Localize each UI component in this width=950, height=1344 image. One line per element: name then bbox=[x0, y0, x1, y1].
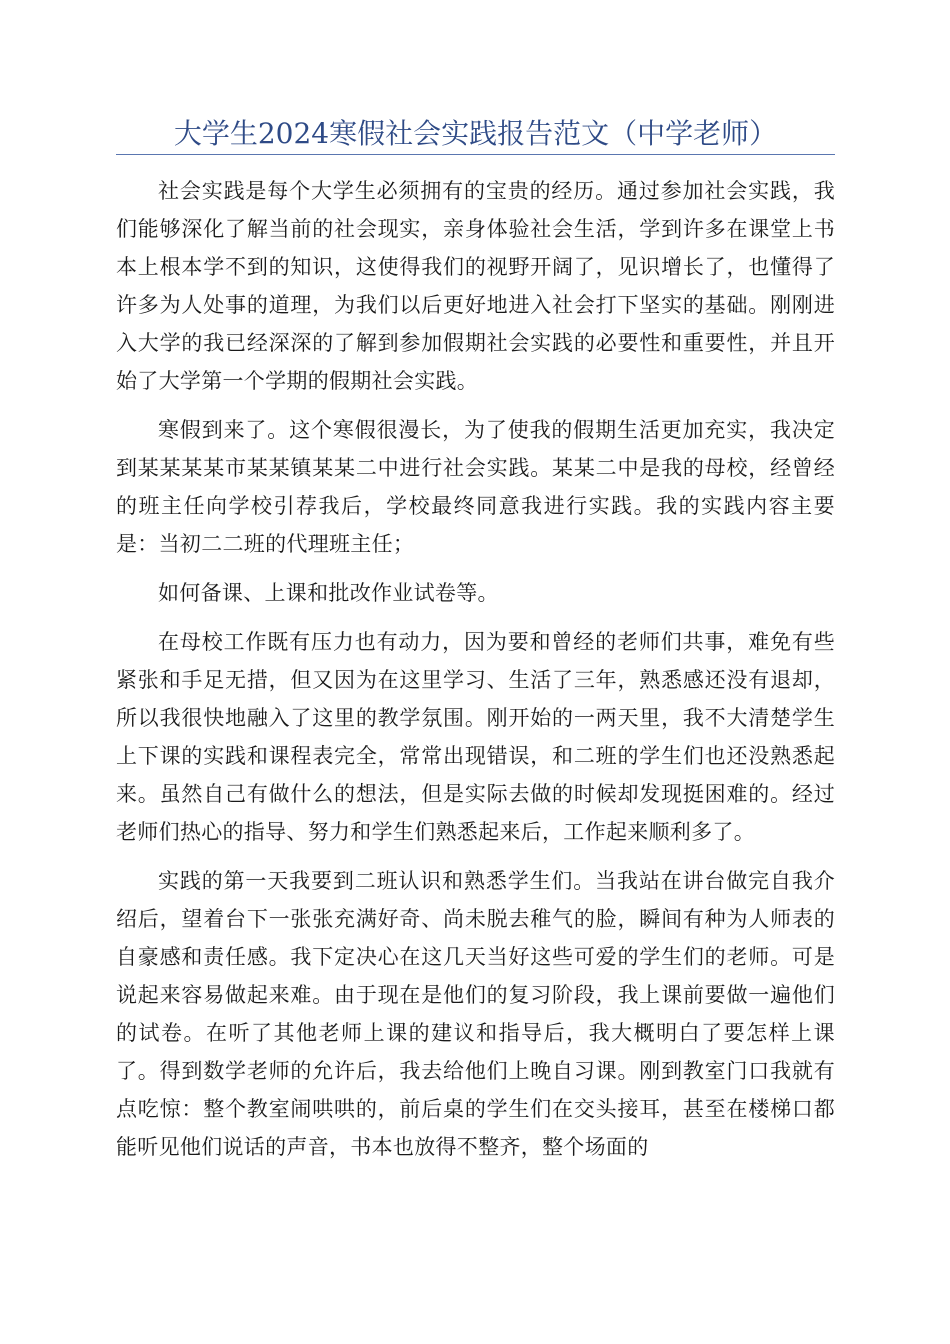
paragraph-2: 寒假到来了。这个寒假很漫长，为了使我的假期生活更加充实，我决定到某某某某市某某镇某某二中进行社会实践。某某二中是我的母校，经曾经的班主任向学校引荐我后，学校最终同意我进行实践。我的实践内容主要是：当初二二班的代理班主任； bbox=[116, 418, 835, 556]
document-title: 大学生2024寒假社会实践报告范文（中学老师） bbox=[173, 117, 778, 150]
paragraph-1: 社会实践是每个大学生必须拥有的宝贵的经历。通过参加社会实践，我们能够深化了解当前的社会现实，亲身体验社会生活，学到许多在课堂上书本上根本学不到的知识，这使得我们的视野开阔了，见识增长了，也懂得了许多为人处事的道理，为我们以后更好地进入社会打下坚实的基础。刚刚进入大学的我已经深深的了解到参加假期社会实践的必要性和重要性，并且开始了大学第一个学期的假期社会实践。 bbox=[116, 179, 835, 393]
paragraph-5: 实践的第一天我要到二班认识和熟悉学生们。当我站在讲台做完自我介绍后，望着台下一张张充满好奇、尚未脱去稚气的脸，瞬间有种为人师表的自豪感和责任感。我下定决心在这几天当好这些可爱的学生们的老师。可是说起来容易做起来难。由于现在是他们的复习阶段，我上课前要做一遍他们的试卷。在听了其他老师上课的建议和指导后，我大概明白了要怎样上课了。得到数学老师的允许后，我去给他们上晚自习课。刚到教室门口我就有点吃惊：整个教室闹哄哄的，前后桌的学生们在交头接耳，甚至在楼梯口都能听见他们说话的声音，书本也放得不整齐，整个场面的 bbox=[116, 869, 835, 1159]
paragraph-4: 在母校工作既有压力也有动力，因为要和曾经的老师们共事，难免有些紧张和手足无措，但又因为在这里学习、生活了三年，熟悉感还没有退却，所以我很快地融入了这里的教学氛围。刚开始的一两天里，我不大清楚学生上下课的实践和课程表完全，常常出现错误，和二班的学生们也还没熟悉起来。虽然自己有做什么的想法，但是实际去做的时候却发现挺困难的。经过老师们热心的指导、努力和学生们熟悉起来后，工作起来顺利多了。 bbox=[116, 630, 835, 844]
document-body bbox=[116, 172, 835, 1177]
paragraph-3: 如何备课、上课和批改作业试卷等。 bbox=[158, 581, 499, 605]
title-underline bbox=[116, 154, 835, 155]
